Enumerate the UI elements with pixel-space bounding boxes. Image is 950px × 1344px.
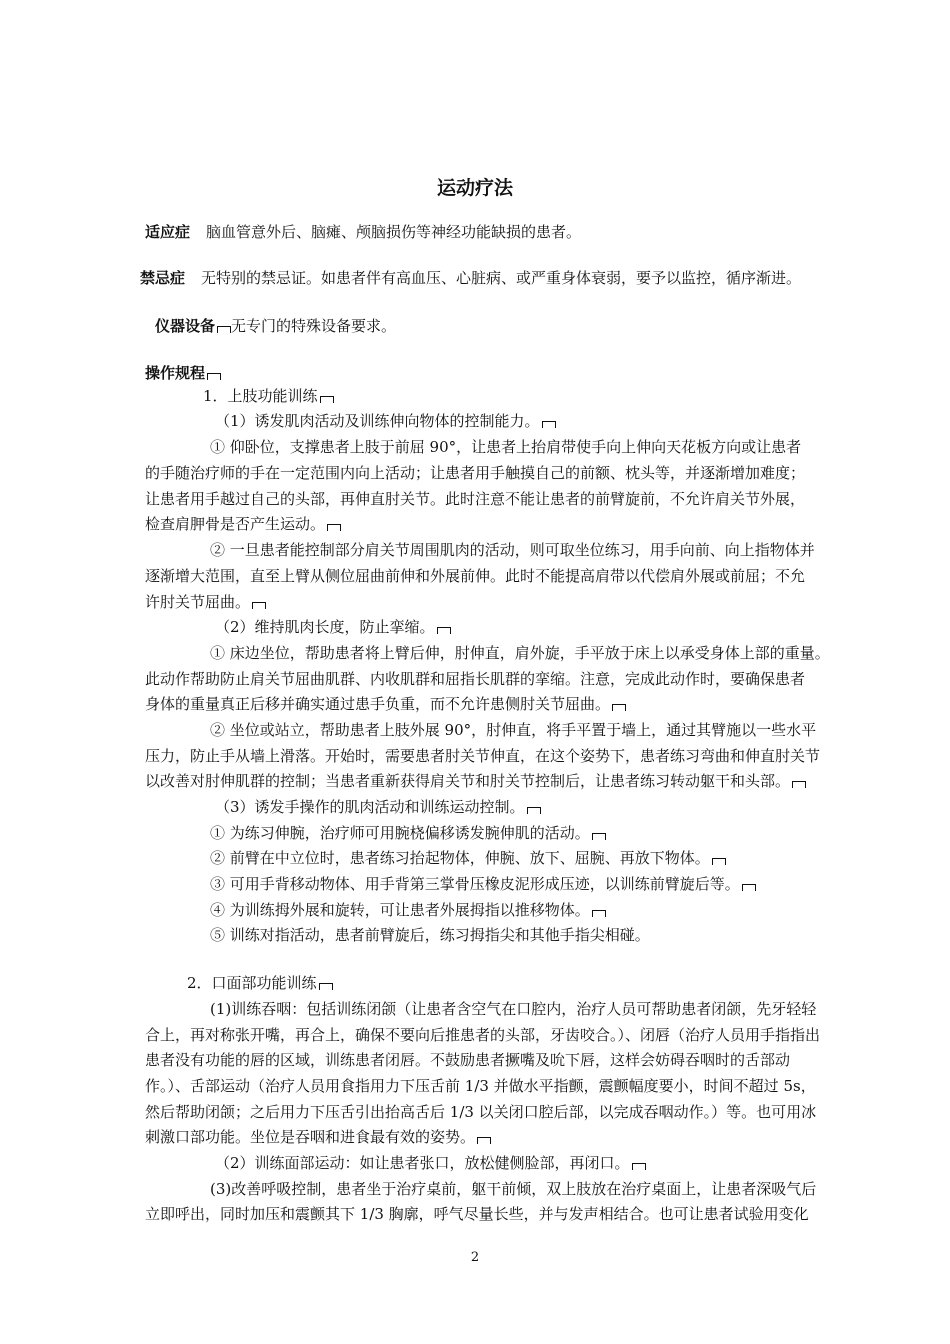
body-line: （2）维持肌肉长度，防止挛缩。 (215, 615, 451, 639)
paragraph-mark-icon (320, 396, 334, 403)
body-line: ④ 为训练拇外展和旋转，可让患者外展拇指以推移物体。 (210, 898, 606, 922)
body-line: 压力，防止手从墙上滑落。开始时，需要患者肘关节伸直，在这个姿势下，患者练习弯曲和伸直肘关节 (145, 747, 821, 765)
paragraph-mark-icon (612, 704, 626, 711)
body-line: 刺激口部功能。坐位是吞咽和进食最有效的姿势。 (145, 1125, 491, 1149)
body-line: (1)训练吞咽：包括训练闭颌（让患者含空气在口腔内，治疗人员可帮助患者闭颌，先牙轻轻 (210, 1000, 817, 1018)
paragraph-mark-icon (437, 627, 451, 634)
indications-label: 适应症 (145, 223, 191, 241)
body-line: ② 一旦患者能控制部分肩关节周围肌肉的活动，则可取坐位练习，用手向前、向上指物体并 (210, 541, 815, 559)
body-line: ③ 可用手背移动物体、用手背第三掌骨压橡皮泥形成压迹，以训练前臂旋后等。 (210, 872, 756, 896)
paragraph-mark-icon (319, 983, 333, 990)
body-line: （2）训练面部运动：如让患者张口，放松健侧脸部，再闭口。 (215, 1151, 646, 1175)
indications-row (145, 220, 581, 244)
procedure-label: 操作规程 (145, 364, 206, 382)
equipment-text: 无专门的特殊设备要求。 (231, 317, 397, 335)
body-line: 患者没有功能的唇的区域，训练患者闭唇。不鼓励患者撅嘴及吮下唇，这样会妨碍吞咽时的舌部动 (145, 1051, 791, 1069)
contraindications-text: 无特别的禁忌证。如患者伴有高血压、心脏病、或严重身体衰弱，要予以监控，循序渐进。 (201, 269, 802, 287)
body-line: 的手随治疗师的手在一定范围内向上活动；让患者用手触摸自己的前额、枕头等，并逐渐增加难度； (145, 464, 806, 482)
body-line: （1）诱发肌肉活动及训练伸向物体的控制能力。 (215, 409, 556, 433)
paragraph-mark-icon (592, 910, 606, 917)
body-line: ① 为练习伸腕，治疗师可用腕桡偏移诱发腕伸肌的活动。 (210, 821, 606, 845)
body-line: 逐渐增大范围，直至上臂从侧位屈曲前伸和外展前伸。此时不能提高肩带以代偿肩外展或前屈；不允 (145, 567, 806, 585)
body-line: ① 床边坐位，帮助患者将上臂后伸，肘伸直，肩外旋，手平放于床上以承受身体上部的重量。 (210, 644, 830, 662)
body-line: 此动作帮助防止肩关节屈曲肌群、内收肌群和屈指长肌群的挛缩。注意，完成此动作时，要确保患者 (145, 670, 806, 688)
equipment-row (155, 314, 396, 338)
paragraph-mark-icon (712, 858, 726, 865)
body-line: 让患者用手越过自己的头部，再伸直肘关节。此时注意不能让患者的前臂旋前，不允许肩关节外展， (145, 490, 806, 508)
page-title: 运动疗法 (436, 177, 513, 199)
body-line: 身体的重量真正后移并确实通过患手负重，而不允许患侧肘关节屈曲。 (145, 692, 626, 716)
body-line: 然后帮助闭颌；之后用力下压舌引出抬高舌后 1/3 以关闭口腔后部，以完成吞咽动作。）等。也可用冰 (145, 1103, 817, 1121)
paragraph-mark-icon (327, 524, 341, 531)
paragraph-mark-icon (217, 326, 231, 333)
equipment-label: 仪器设备 (155, 317, 216, 335)
body-line: ⑤ 训练对指活动，患者前臂旋后，练习拇指尖和其他手指尖相碰。 (210, 926, 650, 944)
paragraph-mark-icon (592, 833, 606, 840)
body-line: ② 坐位或站立，帮助患者上肢外展 90°，肘伸直，将手平置于墙上，通过其臂施以一些水平 (210, 721, 817, 739)
paragraph-mark-icon (632, 1163, 646, 1170)
body-line: ② 前臂在中立位时，患者练习抬起物体，伸腕、放下、屈腕、再放下物体。 (210, 846, 726, 870)
paragraph-mark-icon (792, 781, 806, 788)
paragraph-mark-icon (477, 1137, 491, 1144)
procedure-heading (145, 361, 221, 385)
body-line: 作。）、舌部运动（治疗人员用食指用力下压舌前 1/3 并做水平指颤，震颤幅度要小，时间不超过 5s， (145, 1077, 816, 1095)
body-line: 以改善对肘伸肌群的控制；当患者重新获得肩关节和肘关节控制后，让患者练习转动躯干和头部。 (145, 769, 806, 793)
body-line: ① 仰卧位，支撑患者上肢于前屈 90°，让患者上抬肩带使手向上伸向天花板方向或让患者 (210, 438, 802, 456)
body-line: 1．上肢功能训练 (203, 384, 334, 408)
body-line: 2．口面部功能训练 (187, 971, 333, 995)
paragraph-mark-icon (207, 373, 221, 380)
body-line: 合上，再对称张开嘴，再合上，确保不要向后推患者的头部，牙齿咬合。）、闭唇（治疗人员用手指指出 (145, 1026, 821, 1044)
contraindications-label: 禁忌症 (140, 269, 186, 287)
contraindications-row (140, 266, 801, 290)
indications-text: 脑血管意外后、脑瘫、颅脑损伤等神经功能缺损的患者。 (206, 223, 582, 241)
paragraph-mark-icon (252, 602, 266, 609)
body-line: 检查肩胛骨是否产生运动。 (145, 512, 341, 536)
paragraph-mark-icon (542, 421, 556, 428)
body-line: （3）诱发手操作的肌肉活动和训练运动控制。 (215, 795, 541, 819)
paragraph-mark-icon (527, 807, 541, 814)
paragraph-mark-icon (742, 884, 756, 891)
body-line: 许肘关节屈曲。 (145, 590, 266, 614)
body-line: (3)改善呼吸控制，患者坐于治疗桌前，躯干前倾，双上肢放在治疗桌面上，让患者深吸气后 (210, 1180, 817, 1198)
page-number: 2 (470, 1250, 480, 1265)
body-line: 立即呼出，同时加压和震颤其下 1/3 胸廓，呼气尽量长些，并与发声相结合。也可让患者试验用变化 (145, 1205, 809, 1223)
